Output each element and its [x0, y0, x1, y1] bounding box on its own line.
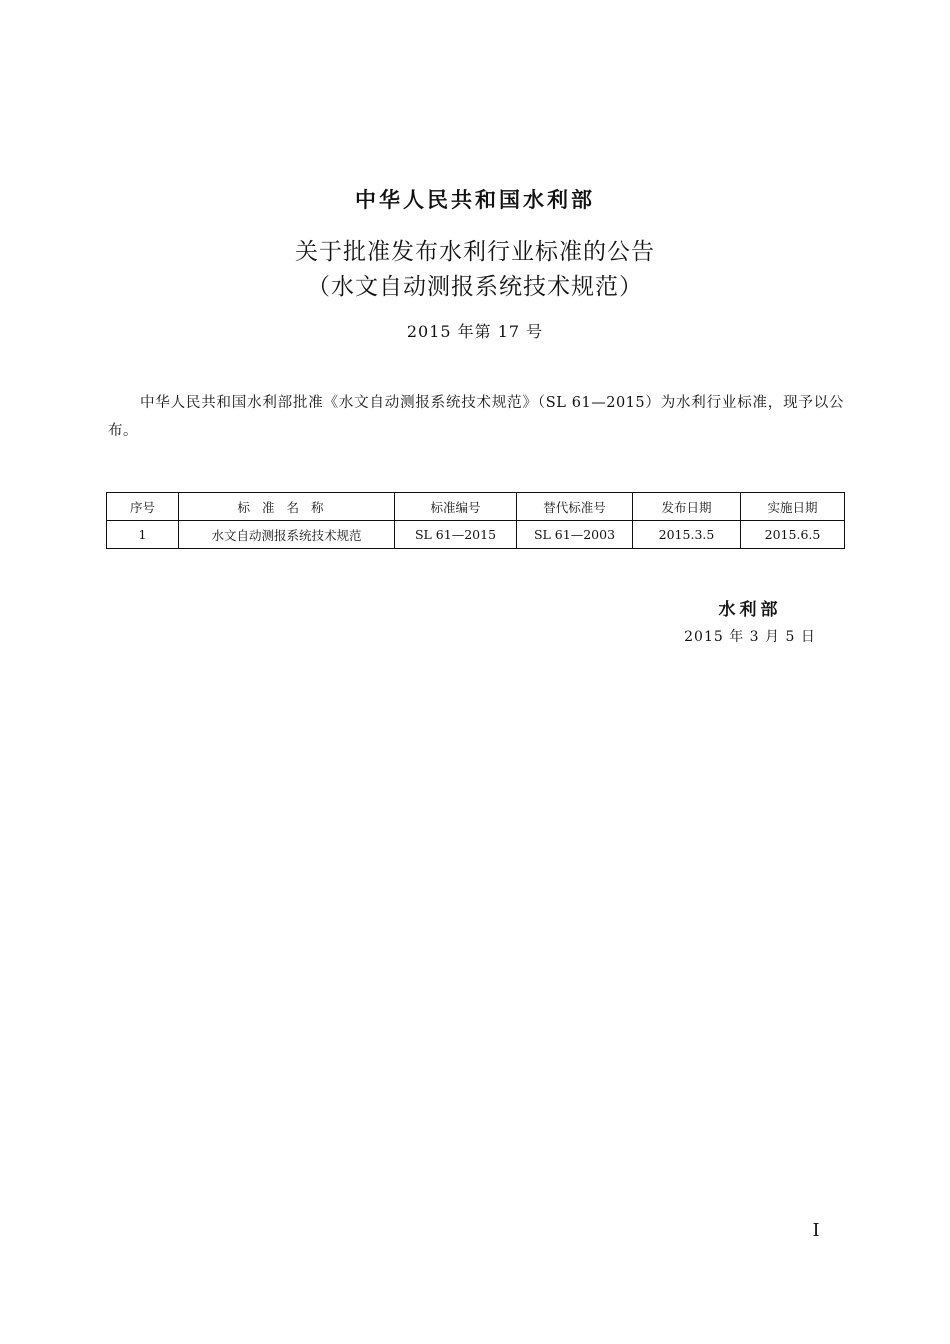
standards-table: [106, 492, 845, 549]
col-header-effective-date: 实施日期: [741, 493, 845, 521]
cell-replaced: SL 61—2003: [517, 521, 633, 549]
col-header-name: 标准名称: [179, 493, 395, 521]
cell-issue-date: 2015.3.5: [633, 521, 741, 549]
announcement-title: 关于批准发布水利行业标准的公告: [295, 239, 655, 265]
cell-index: 1: [107, 521, 179, 549]
table-row: [107, 521, 845, 549]
page-number: I: [812, 1220, 820, 1241]
announcement-paragraph: 中华人民共和国水利部批准《水文自动测报系统技术规范》（SL 61—2015）为水利行业标准，现予以公布。: [108, 395, 844, 439]
col-header-issue-date: 发布日期: [633, 493, 741, 521]
cell-code: SL 61—2015: [395, 521, 517, 549]
document-number: 2015 年第 17 号: [406, 322, 544, 341]
announcement-subtitle: （水文自动测报系统技术规范）: [307, 274, 643, 300]
signature-organization: 水利部: [718, 600, 782, 620]
col-header-code: 标准编号: [395, 493, 517, 521]
cell-name: 水文自动测报系统技术规范: [179, 521, 395, 549]
col-header-index: 序号: [107, 493, 179, 521]
table-header-row: [107, 493, 845, 521]
signature-date: 2015 年 3 月 5 日: [684, 629, 816, 645]
issuer-title: 中华人民共和国水利部: [355, 188, 595, 212]
col-header-replaced: 替代标准号: [517, 493, 633, 521]
cell-effective-date: 2015.6.5: [741, 521, 845, 549]
